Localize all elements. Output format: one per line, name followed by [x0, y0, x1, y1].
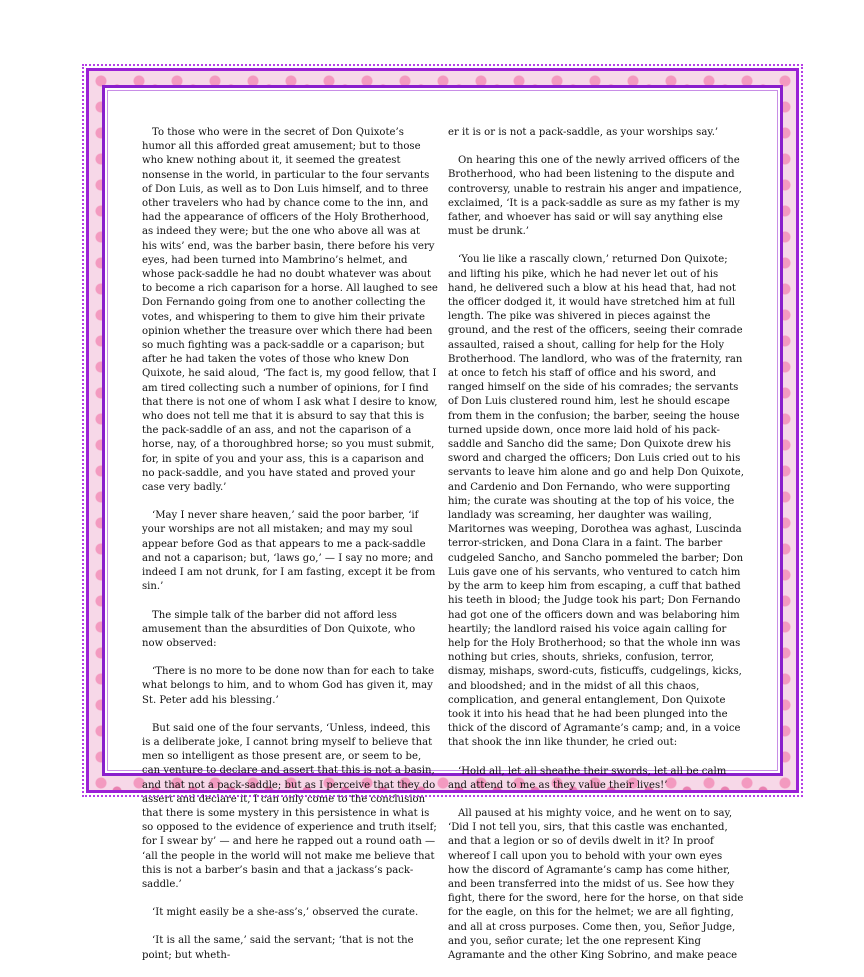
- paragraph: All paused at his mighty voice, and he went on to say, ‘Did I not tell you, sirs, that this castle was enchanted, and that a legion or so of devils dwelt in it? In proof whereof I call upon you to behold with your own eyes how the discord of Agramante’s camp has come hither, and been transferred into the midst of us. See how they fight, there for the sword, here for the horse, on that side for the eagle, on this for the helmet; we are all fighting, and all at cross purposes. Come then, you, Señor Judge, and you, señor curate; let the one represent King Agramante and the other King Sobrino, and make peace: [448, 807, 744, 961]
- paragraph: ‘May I never share heaven,’ said the poor barber, ‘if your worships are not all mistaken; and may my soul appear before God as that appears to me a pack-saddle and not a caparison; but, ‘laws go,’ — I say no more; and indeed I am not drunk, for I am fasting, except it be from sin.’: [142, 510, 436, 593]
- paragraph: ‘It is all the same,’ said the servant; ‘that is not the point; but wheth-: [142, 935, 414, 961]
- paragraph: ‘Hold all, let all sheathe their swords, let all be calm and attend to me as they value their lives!’: [448, 765, 727, 791]
- right-column: [448, 126, 744, 977]
- paragraph: ‘You lie like a rascally clown,’ returned Don Quixote; and lifting his pike, which he had never let out of his hand, he delivered such a blow at his head that, had not the officer dodged it, it would have stretched him at full length. The pike was shivered in pieces against the ground, and the rest of the officers, seeing their comrade assaulted, raised a shout, calling for help for the Holy Brotherhood. The landlord, who was of the fraternity, ran at once to fetch his staff of office and his sword, and ranged himself on the side of his comrades; the servants of Don Luis clustered round him, lest he should escape from them in the confusion; the barber, seeing the house turned upside down, once more laid hold of his pack-saddle and Sancho did the same; Don Quixote drew his sword and charged the officers; Don Luis cried out to his servants to leave him alone and go and help Don Quixote, and Cardenio and Don Fernando, who were supporting him; the curate was shouting at the top of his voice, the landlady was screaming, her daughter was wailing, Maritornes was weeping, Dorothea was aghast, Luscinda terror-stricken, and Dona Clara in a faint. The barber cudgeled Sancho, and Sancho pommeled the barber; Don Luis gave one of his servants, who ventured to catch him by the arm to keep him from escaping, a cuff that bathed his teeth in blood; the Judge took his part; Don Fernando had got one of the officers down and was belaboring him heartily; the landlord raised his voice again calling for help for the Holy Brotherhood; so that the whole inn was nothing but cries, shouts, shrieks, confusion, terror, dismay, mishaps, sword-cuts, fisticuffs, cudgelings, kicks, and bloodshed; and in the midst of all this chaos, complication, and general entanglement, Don Quixote took it into his head that he had been plunged into the thick of the discord of Agramante’s camp; and, in a voice that shook the inn like thunder, he cried out:: [448, 254, 744, 749]
- left-column: [142, 126, 438, 977]
- paragraph: On hearing this one of the newly arrived officers of the Brotherhood, who had been listening to the dispute and controversy, unable to restrain his anger and impatience, exclaimed, ‘It is a pack-saddle as sure as my father is my father, and whoever has said or will say anything else must be drunk.’: [448, 155, 742, 238]
- paragraph: The simple talk of the barber did not afford less amusement than the absurdities of Don Quixote, who now observed:: [142, 609, 416, 649]
- paragraph: To those who were in the secret of Don Quixote’s humor all this afforded great amusement; but to those who knew nothing about it, it seemed the greatest nonsense in the world, in particular to the four servants of Don Luis, as well as to Don Luis himself, and to three other travelers who had by chance come to the inn, and had the appearance of officers of the Holy Brotherhood, as indeed they were; but the one who above all was at his wits’ end, was the barber basin, there before his very eyes, had been turned into Mambrino’s helmet, and whose pack-saddle he had no doubt whatever was about to become a rich caparison for a horse. All laughed to see Don Fernando going from one to another collecting the votes, and whispering to them to give him their private opinion whether the treasure over which there had been so much fighting was a pack-saddle or a caparison; but after he had taken the votes of those who knew Don Quixote, he said aloud, ‘The fact is, my good fellow, that I am tired collecting such a number of opinions, for I find that there is not one of whom I ask what I desire to know, who does not tell me that it is absurd to say that this is the pack-saddle of an ass, and not the caparison of a horse, nay, of a thoroughbred horse; so you must submit, for, in spite of you and your ass, this is a caparison and no pack-saddle, and you have stated and proved your case very badly.’: [142, 127, 438, 494]
- paragraph: ‘There is no more to be done now than for each to take what belongs to him, and to whom God has given it, may St. Peter add his blessing.’: [142, 666, 435, 706]
- paragraph: er it is or is not a pack-saddle, as your worships say.’: [448, 127, 719, 138]
- page-area: [102, 85, 783, 961]
- paragraph: ‘It might easily be a she-ass’s,’ observed the curate.: [152, 907, 419, 919]
- decorative-border: [86, 68, 799, 961]
- paragraph: But said one of the four servants, ‘Unless, indeed, this is a deliberate joke, I cannot bring myself to believe that men so intelligent as those present are, or seem to be, can venture to declare and assert that this is not a basin, and that not a pack-saddle; but as I perceive that they do assert and declare it, I can only come to the conclusion that there is some mystery in this persistence in what is so opposed to the evidence of experience and truth itself; for I swear by’ — and here he rapped out a round oath — ‘all the people in the world will not make me believe that this is not a barber’s basin and that a jackass’s pack-saddle.’: [142, 722, 437, 890]
